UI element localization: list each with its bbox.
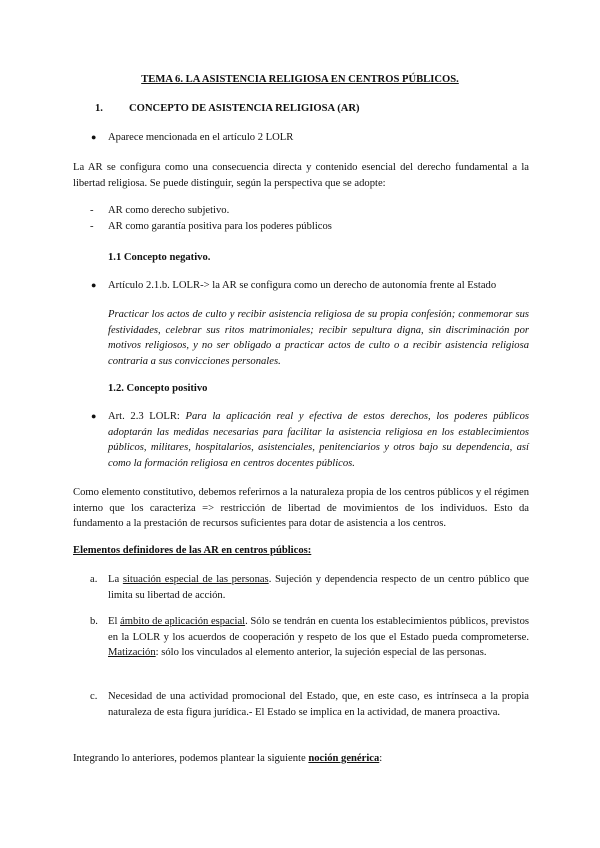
list-text-lead: La	[108, 574, 120, 585]
list-item-b	[90, 614, 529, 678]
dash-icon: -	[90, 220, 94, 232]
list-text	[108, 614, 529, 661]
document-title: TEMA 6. LA ASISTENCIA RELIGIOSA EN CENTROS PÚBLICOS.	[141, 74, 459, 85]
closing-term: noción genérica	[308, 753, 380, 764]
section-number: 1.	[95, 103, 103, 114]
list-text-mid: . Sólo se tendrán en cuenta los establecimientos públicos, previstos en la LOLR y los acuerdos de cooperación y respeto de los que el Estado pueda comprometerse.	[108, 616, 530, 643]
paragraph-constitutive: Como elemento constitutivo, debemos referirnos a la naturaleza propia de los centros públicos y el régimen interno que los caracteriza => restricción de libertad de movimientos de los individuos. Esto da fundamento a la prestación de recursos suficientes para dotar de asistencia a los centros.	[73, 487, 529, 529]
bullet-text	[108, 409, 529, 471]
dash-item	[90, 219, 510, 235]
subheading-negative: 1.1 Concepto negativo.	[108, 252, 211, 263]
list-label: a.	[90, 574, 98, 585]
closing-punct: :	[379, 753, 383, 764]
bullet-icon: ●	[91, 132, 97, 142]
dash-text: AR como derecho subjetivo.	[108, 205, 230, 216]
bullet-icon: ●	[91, 280, 97, 290]
dash-list	[90, 203, 510, 234]
underlined-term: ámbito de aplicación espacial	[120, 616, 246, 627]
underlined-term: situación especial de las personas	[122, 574, 269, 585]
dash-item	[90, 203, 510, 219]
quote-article-2-1-b: Practicar los actos de culto y recibir asistencia religiosa de su propia confesión; conmemorar sus festividades, celebrar sus ritos matrimoniales; recibir sepultura digna, sin discriminación por motivos religiosos, y no ser obligado a practicar actos de culto o a recibir asistencia religiosa contraria a sus convicciones personales.	[108, 309, 529, 367]
section-title: CONCEPTO DE ASISTENCIA RELIGIOSA (AR)	[129, 103, 360, 114]
list-text-rest: . Sujeción y dependencia respecto de un centro público que limita su libertad de acción.	[108, 574, 529, 601]
bullet-icon: ●	[91, 411, 97, 421]
list-item-c	[90, 689, 529, 737]
closing-text: Integrando lo anteriores, podemos plantear la siguiente	[73, 753, 306, 764]
list-item-a	[90, 572, 529, 604]
section-heading	[95, 101, 360, 117]
bullet-text: Artículo 2.1.b. LOLR-> la AR se configura como un derecho de autonomía frente al Estado	[108, 280, 497, 291]
list-text-lead: El	[108, 616, 118, 627]
list-text: Necesidad de una actividad promocional del Estado, que, en este caso, es intrínseca a la propia naturaleza de esta figura jurídica.- El Estado se implica en la actividad, de manera proactiva.	[108, 691, 529, 718]
article-reference: Art. 2.3 LOLR:	[108, 411, 180, 422]
elements-heading: Elementos definidores de las AR en centros públicos:	[73, 545, 312, 556]
closing-line	[73, 751, 529, 767]
list-text-rest: : sólo los vinculados al elemento anterior, la sujeción especial de las personas.	[155, 647, 487, 658]
article-quote: Para la aplicación real y efectiva de estos derechos, los poderes públicos adoptarán las medidas necesarias para facilitar la asistencia religiosa en los establecimientos públicos, militares, hospitalarios, asistenciales, penitenciarios y otros bajo su dependencia, así como la formación religiosa en centros docentes públicos.	[108, 411, 529, 469]
subheading-positive: 1.2. Concepto positivo	[108, 383, 208, 394]
list-label: c.	[90, 691, 98, 702]
paragraph-intro: La AR se configura como una consecuencia directa y contenido esencial del derecho fundamental a la libertad religiosa. Se puede distinguir, según la perspectiva que se adopte:	[73, 162, 529, 189]
list-label: b.	[90, 616, 98, 627]
list-text	[108, 572, 529, 603]
dash-text: AR como garantía positiva para los poderes públicos	[108, 220, 332, 232]
dash-icon: -	[90, 205, 94, 216]
bullet-text: Aparece mencionada en el artículo 2 LOLR	[108, 132, 294, 143]
underlined-term: Matización	[108, 647, 156, 658]
